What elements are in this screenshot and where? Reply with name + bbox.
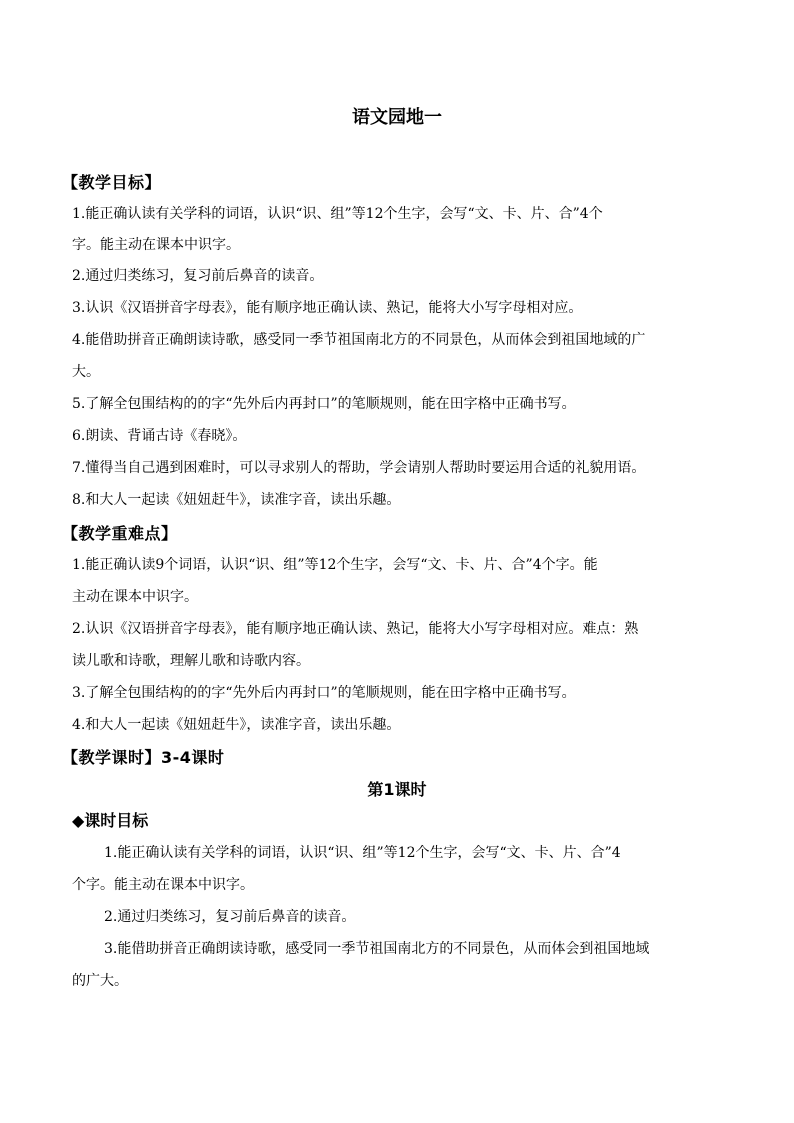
goal-line: 1.能正确认读有关学科的词语，认识“识、组”等12个生字，会写“文、卡、片、合”4个: [72, 206, 603, 222]
goal-line: 6.朗读、背诵古诗《春晓》。: [72, 428, 247, 444]
goal-line: 大。: [72, 364, 100, 380]
teaching-hours-heading: 【教学课时】: [62, 748, 162, 767]
teaching-hours: [62, 745, 224, 768]
page-title: 语文园地一: [352, 107, 442, 128]
goal-line: 7.懂得当自己遇到困难时，可以寻求别人的帮助，学会请别人帮助时要运用合适的礼貌用语。: [72, 460, 646, 476]
lesson-goal-line: 2.通过归类练习，复习前后鼻音的读音。: [104, 909, 356, 925]
key-point-line: 4.和大人一起读《妞妞赶牛》，读准字音，读出乐趣。: [72, 717, 401, 733]
key-point-line: 2.认识《汉语拼音字母表》，能有顺序地正确认读、熟记，能将大小写字母相对应。难点：熟: [72, 621, 639, 637]
lesson-goal-line: 的广大。: [72, 973, 128, 989]
key-point-line: 3.了解全包围结构的的字“先外后内再封口”的笔顺规则，能在田字格中正确书写。: [72, 685, 576, 701]
key-point-line: 读儿歌和诗歌，理解儿歌和诗歌内容。: [72, 653, 310, 669]
key-points-heading: 【教学重难点】: [62, 524, 178, 543]
lesson-goal-line: 1.能正确认读有关学科的词语，认识“识、组”等12个生字，会写“文、卡、片、合”4: [104, 845, 621, 861]
lesson-goal-line: 3.能借助拼音正确朗读诗歌，感受同一季节祖国南北方的不同景色，从而体会到祖国地域: [104, 941, 650, 957]
key-point-line: 1.能正确认读9个词语，认识“识、组”等12个生字，会写“文、卡、片、合”4个字。能: [72, 557, 598, 573]
teaching-goals-heading: 【教学目标】: [62, 173, 162, 192]
goal-line: 4.能借助拼音正确朗读诗歌，感受同一季节祖国南北方的不同景色，从而体会到祖国地域的广: [72, 332, 646, 348]
teaching-hours-value: 3-4课时: [161, 748, 225, 767]
lesson-goal-line: 个字。能主动在课本中识字。: [72, 877, 254, 893]
key-point-line: 主动在课本中识字。: [72, 589, 198, 605]
goal-line: 5.了解全包围结构的的字“先外后内再封口”的笔顺规则，能在田字格中正确书写。: [72, 396, 576, 412]
goal-line: 8.和大人一起读《妞妞赶牛》，读准字音，读出乐趣。: [72, 492, 401, 508]
lesson-goals-heading: ◆课时目标: [72, 811, 149, 830]
goal-line: 3.认识《汉语拼音字母表》，能有顺序地正确认读、熟记，能将大小写字母相对应。: [72, 300, 583, 316]
goal-line: 字。能主动在课本中识字。: [72, 237, 240, 253]
goal-line: 2.通过归类练习，复习前后鼻音的读音。: [72, 268, 324, 284]
lesson-title: 第1课时: [367, 780, 427, 799]
